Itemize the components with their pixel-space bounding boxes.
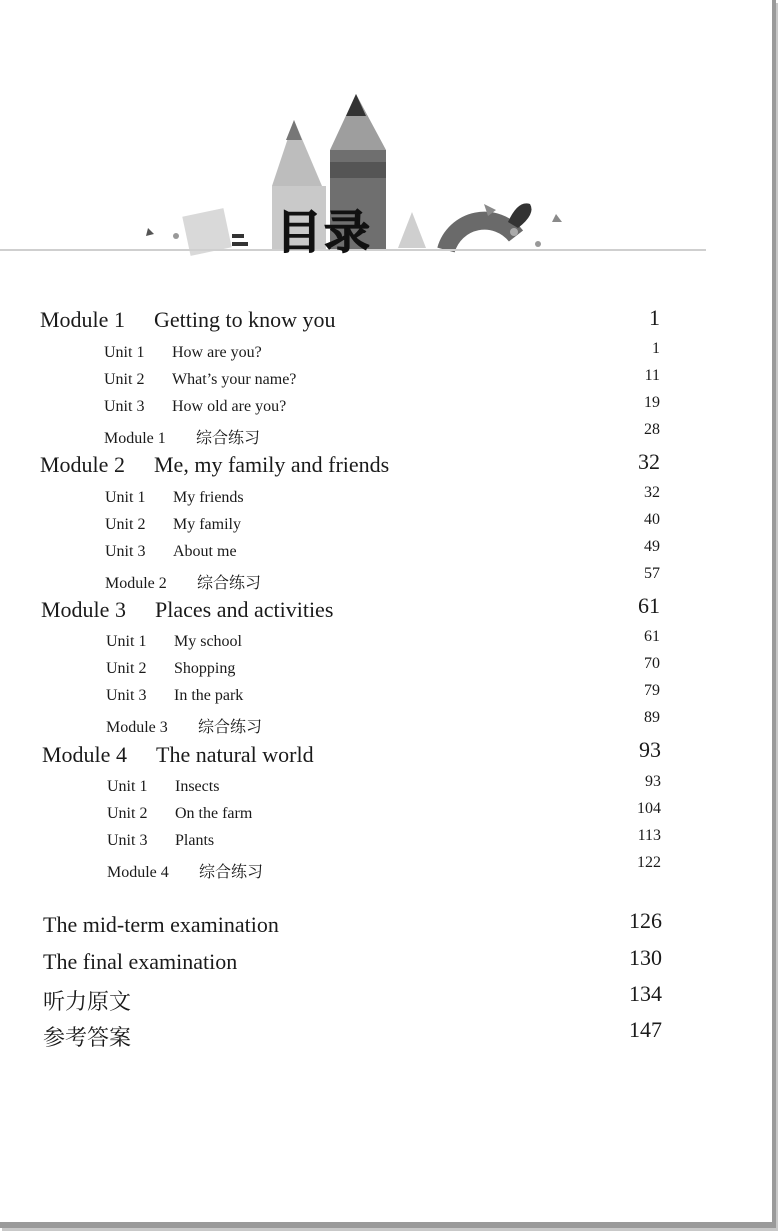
extra-page-number: 134 bbox=[629, 981, 662, 1006]
unit-label: Module 4 bbox=[107, 864, 169, 881]
unit-title: Insects bbox=[175, 778, 220, 795]
module-page-number: 1 bbox=[649, 305, 660, 330]
module-label: Module 1 bbox=[40, 307, 125, 332]
unit-page-number: 104 bbox=[637, 800, 661, 817]
module-1-row bbox=[40, 307, 336, 333]
unit-page-number: 122 bbox=[637, 854, 661, 871]
unit-title: On the farm bbox=[175, 805, 253, 822]
unit-label: Unit 2 bbox=[106, 660, 147, 677]
unit-page-number: 113 bbox=[637, 827, 661, 844]
unit-title: How old are you? bbox=[172, 398, 287, 415]
unit-row bbox=[105, 543, 237, 561]
extra-page-number: 126 bbox=[629, 908, 662, 933]
extra-title: 参考答案 bbox=[43, 1025, 132, 1050]
unit-title: My friends bbox=[173, 489, 244, 506]
module-3-row bbox=[41, 597, 333, 623]
unit-row bbox=[104, 398, 286, 416]
module-title: Me, my family and friends bbox=[154, 452, 390, 477]
unit-page-number: 93 bbox=[645, 773, 661, 790]
unit-row bbox=[104, 344, 262, 362]
unit-row bbox=[107, 778, 219, 796]
unit-label: Unit 1 bbox=[106, 633, 147, 650]
module-label: Module 3 bbox=[41, 597, 126, 622]
unit-title: 综合练习 bbox=[197, 575, 262, 592]
unit-label: Unit 3 bbox=[104, 398, 145, 415]
unit-title: My school bbox=[174, 633, 242, 650]
module-page-number: 32 bbox=[638, 449, 660, 474]
unit-label: Module 1 bbox=[104, 430, 166, 447]
unit-label: Unit 2 bbox=[104, 371, 145, 388]
module-label: Module 2 bbox=[40, 452, 125, 477]
unit-row bbox=[106, 633, 242, 651]
unit-row bbox=[107, 805, 252, 823]
unit-label: Unit 3 bbox=[106, 687, 147, 704]
unit-title: In the park bbox=[174, 687, 244, 704]
unit-label: Unit 3 bbox=[105, 543, 146, 560]
unit-page-number: 11 bbox=[644, 367, 660, 384]
unit-title: 综合练习 bbox=[199, 864, 264, 881]
unit-row bbox=[105, 570, 261, 593]
module-page-number: 93 bbox=[639, 737, 661, 762]
extra-row-listening bbox=[43, 985, 131, 1016]
unit-title: 综合练习 bbox=[196, 430, 261, 447]
extra-row-answers bbox=[43, 1021, 131, 1052]
module-title: Places and activities bbox=[155, 597, 334, 622]
unit-row bbox=[106, 687, 243, 705]
unit-page-number: 1 bbox=[652, 340, 660, 357]
unit-label: Unit 1 bbox=[105, 489, 146, 506]
unit-page-number: 32 bbox=[644, 484, 660, 501]
module-page-number: 61 bbox=[638, 593, 660, 618]
unit-title: How are you? bbox=[172, 344, 262, 361]
unit-page-number: 49 bbox=[644, 538, 660, 555]
unit-row bbox=[106, 714, 262, 737]
unit-row bbox=[107, 832, 214, 850]
unit-row bbox=[107, 859, 263, 882]
module-title: The natural world bbox=[156, 742, 314, 767]
extra-row-midterm bbox=[43, 912, 279, 938]
unit-page-number: 28 bbox=[644, 421, 660, 438]
extra-title: The mid-term examination bbox=[43, 912, 279, 937]
unit-row bbox=[105, 516, 241, 534]
unit-label: Unit 2 bbox=[107, 805, 148, 822]
unit-row bbox=[105, 489, 244, 507]
extra-title: 听力原文 bbox=[43, 989, 132, 1014]
extra-page-number: 147 bbox=[629, 1017, 662, 1042]
unit-title: My family bbox=[173, 516, 241, 533]
extra-page-number: 130 bbox=[629, 945, 662, 970]
extra-row-final bbox=[43, 949, 237, 975]
page-title: 目录 bbox=[276, 205, 372, 259]
unit-page-number: 79 bbox=[644, 682, 660, 699]
unit-label: Unit 1 bbox=[107, 778, 148, 795]
unit-row bbox=[104, 425, 260, 448]
unit-title: 综合练习 bbox=[198, 719, 263, 736]
extra-title: The final examination bbox=[43, 949, 238, 974]
module-4-row bbox=[42, 742, 314, 768]
unit-title: What’s your name? bbox=[172, 371, 297, 388]
unit-label: Unit 1 bbox=[104, 344, 145, 361]
module-label: Module 4 bbox=[42, 742, 127, 767]
unit-page-number: 40 bbox=[644, 511, 660, 528]
unit-row bbox=[104, 371, 296, 389]
unit-page-number: 61 bbox=[644, 628, 660, 645]
unit-title: Shopping bbox=[174, 660, 236, 677]
unit-page-number: 19 bbox=[644, 394, 660, 411]
unit-label: Unit 2 bbox=[105, 516, 146, 533]
unit-page-number: 70 bbox=[644, 655, 660, 672]
unit-title: About me bbox=[173, 543, 237, 560]
unit-label: Unit 3 bbox=[107, 832, 148, 849]
unit-page-number: 89 bbox=[644, 709, 660, 726]
module-2-row bbox=[40, 452, 389, 478]
unit-title: Plants bbox=[175, 832, 215, 849]
unit-row bbox=[106, 660, 235, 678]
unit-label: Module 2 bbox=[105, 575, 167, 592]
unit-label: Module 3 bbox=[106, 719, 168, 736]
module-title: Getting to know you bbox=[154, 307, 336, 332]
unit-page-number: 57 bbox=[644, 565, 660, 582]
